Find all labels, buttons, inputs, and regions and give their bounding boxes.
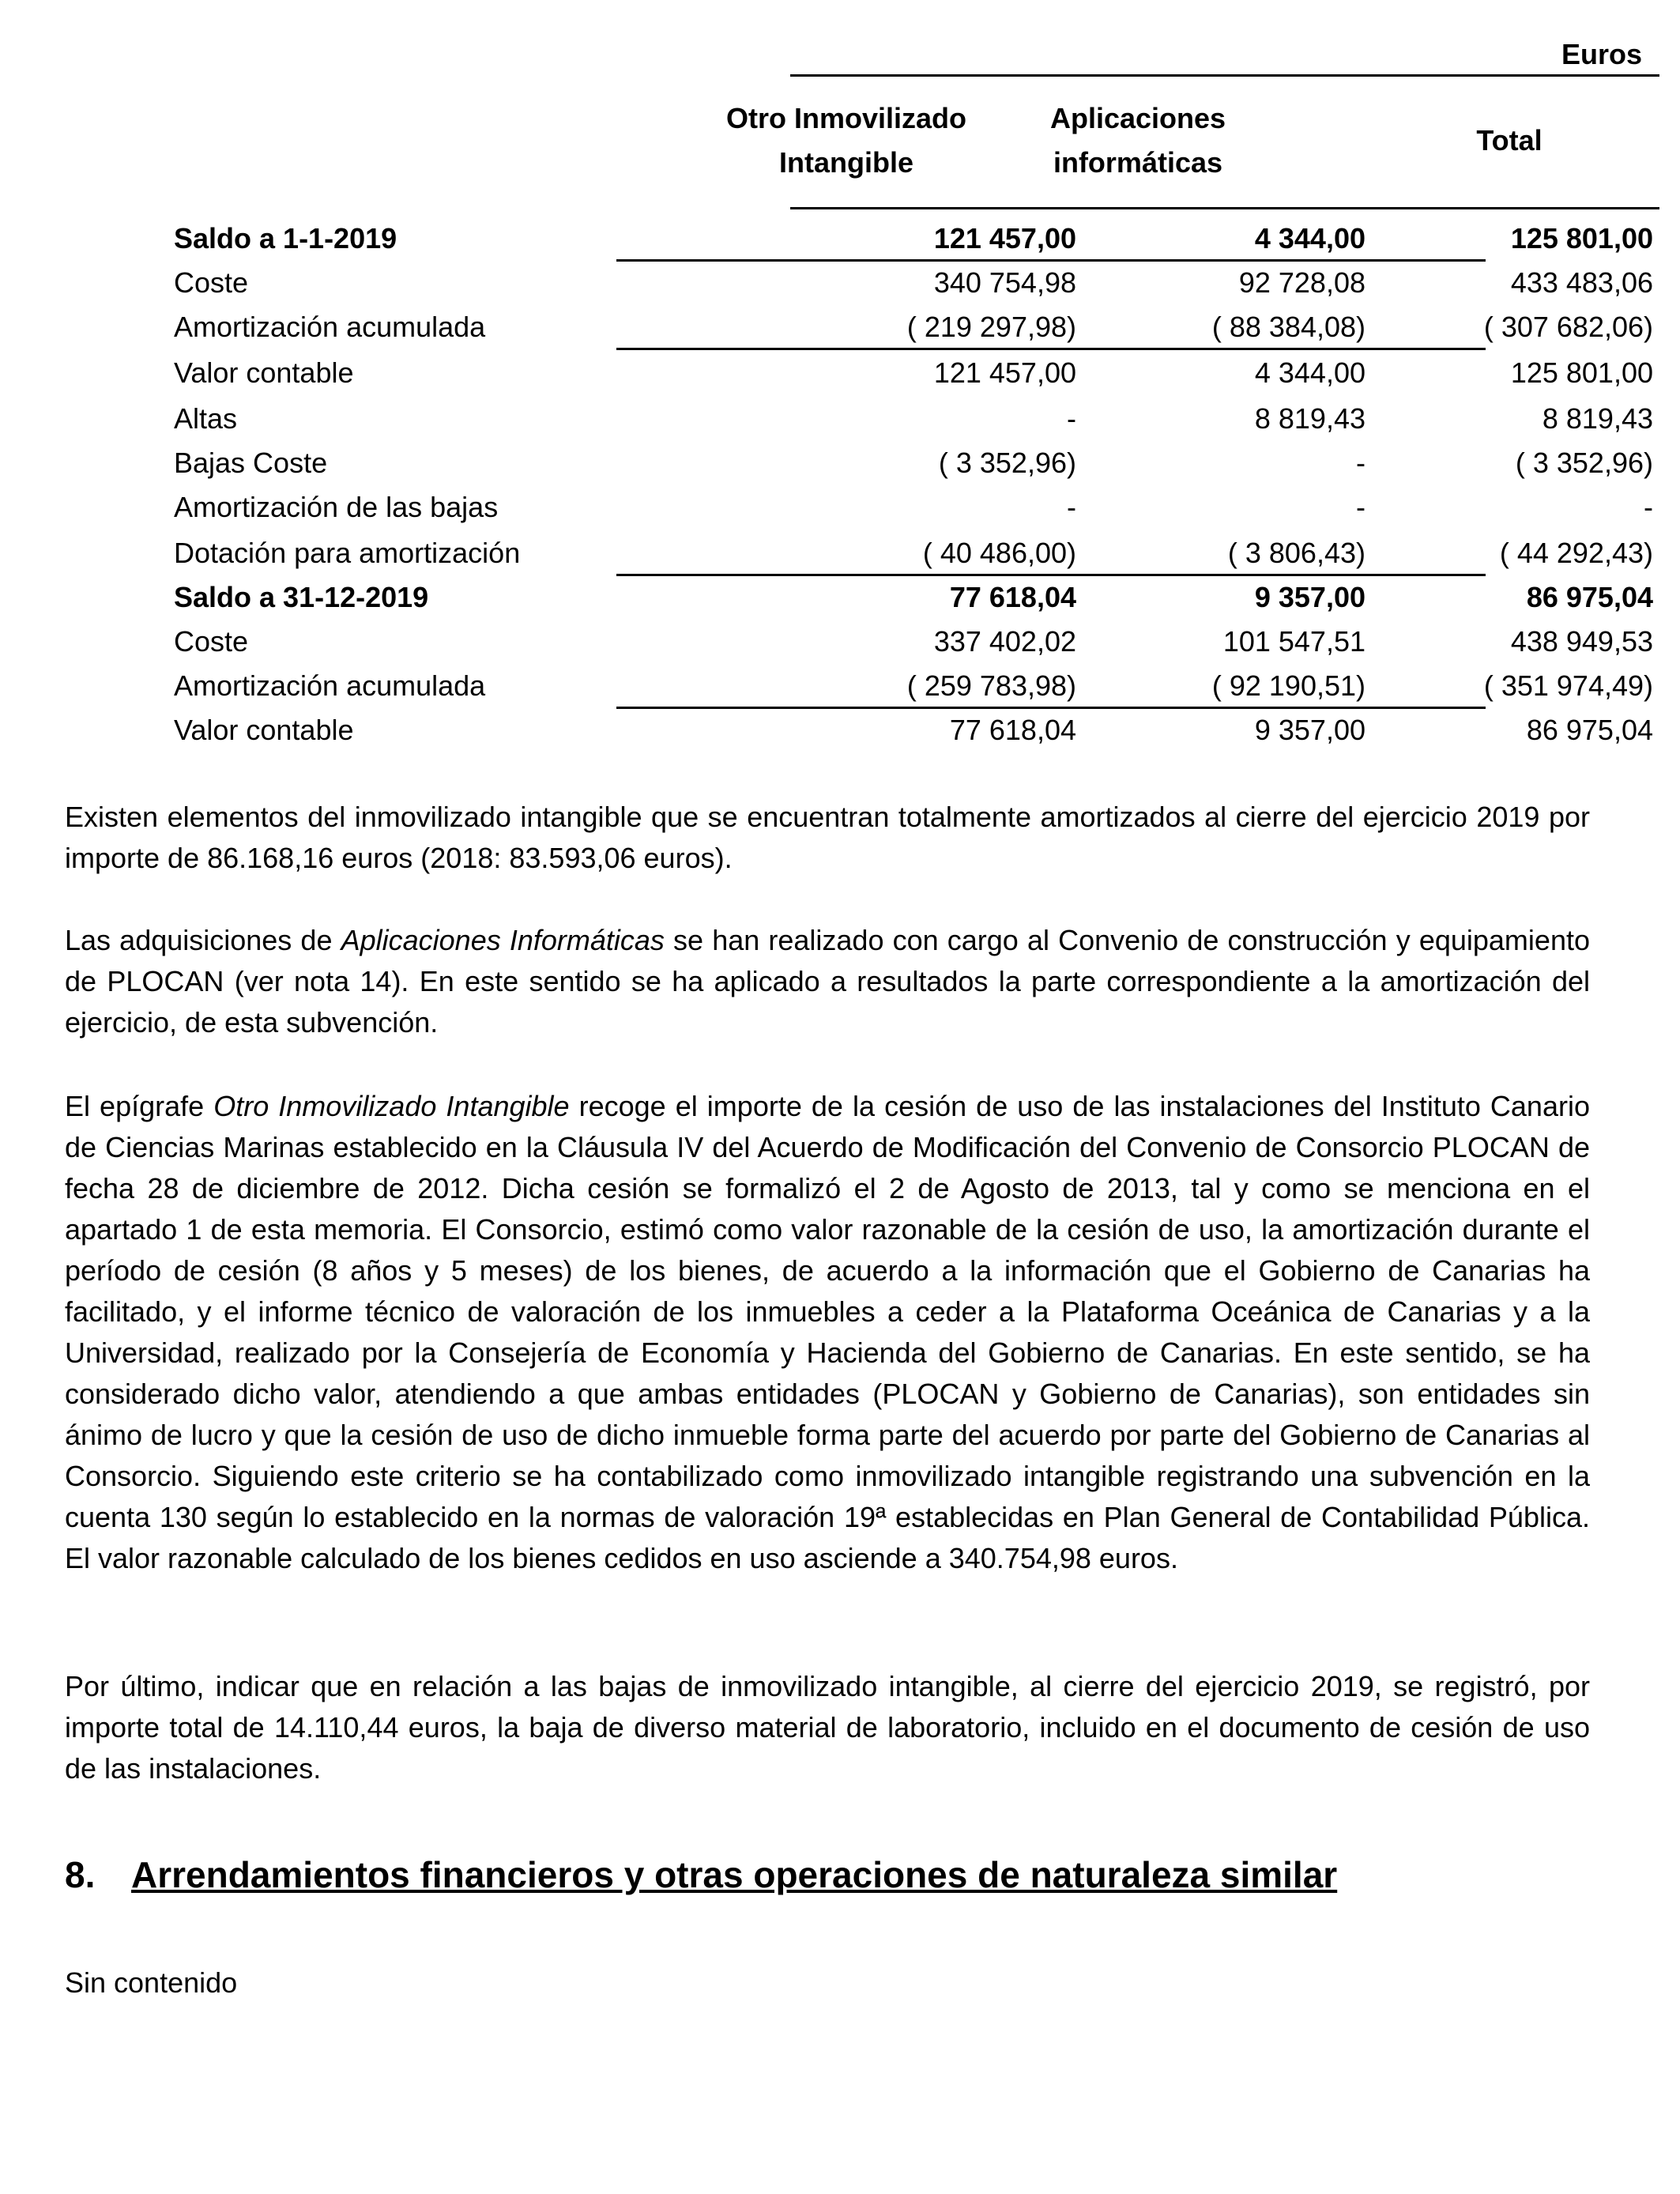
paragraph-aplicaciones: [65, 920, 1590, 1043]
row-label: Dotación para amortización: [174, 537, 521, 569]
row-value: -: [1356, 491, 1365, 523]
italic-term: Aplicaciones Informáticas: [341, 924, 665, 956]
italic-term: Otro Inmovilizado Intangible: [213, 1090, 570, 1122]
paragraph-otro-inmovilizado: [65, 1086, 1590, 1579]
section-body: Sin contenido: [65, 1966, 238, 1999]
row-value: 125 801,00: [1510, 356, 1653, 389]
row-value: 92 728,08: [1238, 266, 1365, 299]
row-value: 8 819,43: [1254, 402, 1365, 435]
row-value: 101 547,51: [1222, 625, 1365, 658]
row-label: Coste: [174, 266, 249, 299]
section-heading: [65, 1853, 1337, 1896]
table-row: [174, 441, 1653, 485]
row-value: 86 975,04: [1526, 714, 1653, 746]
row-label: Altas: [174, 402, 238, 435]
row-label: Saldo a 31-12-2019: [174, 581, 429, 613]
row-value: 337 402,02: [933, 625, 1076, 658]
row-value: 77 618,04: [949, 581, 1076, 613]
text-run: se han realizado con cargo al Convenio de construcción y equipamiento de PLOCAN (ver nota 14). En este sentido se ha aplicado a resultados la parte correspondiente a la amortización del ejercicio, de esta subvención.: [65, 924, 1590, 1039]
row-label: Valor contable: [174, 356, 354, 389]
table-row: [174, 217, 1653, 261]
row-value: 77 618,04: [949, 714, 1076, 746]
row-rule: [616, 348, 1486, 350]
row-value: -: [1356, 447, 1365, 479]
row-value: ( 219 297,98): [906, 311, 1076, 343]
table-row: [174, 261, 1653, 305]
section-number: 8.: [65, 1854, 96, 1895]
row-label: Amortización acumulada: [174, 669, 486, 702]
row-value: 9 357,00: [1254, 581, 1365, 613]
row-value: -: [1067, 491, 1076, 523]
text-run: Las adquisiciones de: [65, 924, 341, 956]
row-value: 125 801,00: [1510, 222, 1653, 254]
column-header-line: Otro Inmovilizado: [725, 102, 966, 134]
row-value: ( 88 384,08): [1211, 311, 1365, 343]
header-bottom-rule: [790, 207, 1659, 209]
row-value: 9 357,00: [1254, 714, 1365, 746]
text-run: El epígrafe: [65, 1090, 214, 1122]
currency-label: Euros: [1561, 38, 1642, 70]
row-value: 8 819,43: [1542, 402, 1653, 435]
row-value: ( 3 806,43): [1227, 537, 1365, 569]
row-value: -: [1644, 491, 1653, 523]
table-row: [174, 485, 1653, 530]
row-value: ( 307 682,06): [1483, 311, 1653, 343]
row-value: ( 3 352,96): [938, 447, 1076, 479]
row-value: ( 92 190,51): [1211, 669, 1365, 702]
row-label: Amortización acumulada: [174, 311, 486, 343]
row-value: ( 40 486,00): [922, 537, 1076, 569]
row-label: Valor contable: [174, 714, 354, 746]
row-value: 121 457,00: [933, 356, 1076, 389]
table-row: [174, 575, 1653, 620]
row-value: 438 949,53: [1510, 625, 1653, 658]
row-value: 121 457,00: [933, 222, 1076, 254]
table-row: [174, 531, 1653, 575]
row-value: ( 259 783,98): [906, 669, 1076, 702]
row-value: ( 351 974,49): [1483, 669, 1653, 702]
row-label: Amortización de las bajas: [174, 491, 499, 523]
table-row: [174, 397, 1653, 441]
column-header-line: informáticas: [1053, 146, 1223, 179]
row-label: Coste: [174, 625, 249, 658]
paragraph-fully-amortized: Existen elementos del inmovilizado intangible que se encuentran totalmente amortizados al cierre del ejercicio 2019 por importe de 86.168,16 euros (2018: 83.593,06 euros).: [65, 801, 1590, 874]
row-value: ( 3 352,96): [1515, 447, 1653, 479]
row-value: 4 344,00: [1254, 222, 1365, 254]
table-row: [174, 305, 1653, 349]
paragraph-bajas: Por último, indicar que en relación a las bajas de inmovilizado intangible, al cierre del ejercicio 2019, se registró, por importe total de 14.110,44 euros, la baja de diverso material de laboratorio, incluido en el documento de cesión de uso de las instalaciones.: [65, 1670, 1590, 1785]
column-header-aplicaciones: [932, 96, 1343, 185]
row-value: ( 44 292,43): [1499, 537, 1653, 569]
row-value: -: [1067, 402, 1076, 435]
column-header-total: Total: [1476, 124, 1543, 156]
table-row: [174, 664, 1653, 708]
column-header-line: Intangible: [779, 146, 913, 179]
section-title: Arrendamientos financieros y otras operaciones de naturaleza similar: [131, 1854, 1338, 1895]
row-value: 4 344,00: [1254, 356, 1365, 389]
row-label: Saldo a 1-1-2019: [174, 222, 397, 254]
table-row: [174, 351, 1653, 395]
header-top-rule: [790, 74, 1659, 77]
column-header-line: Aplicaciones: [1049, 102, 1226, 134]
row-value: 433 483,06: [1510, 266, 1653, 299]
table-row: [174, 708, 1653, 752]
text-run: recoge el importe de la cesión de uso de las instalaciones del Instituto Canario de Ciencias Marinas establecido en la Cláusula IV del Acuerdo de Modificación del Convenio de Consorcio PLOCAN de fecha 28 de diciembre de 2012. Dicha cesión se formalizó el 2 de Agosto de 2013, tal y como se menciona en el apartado 1 de esta memoria. El Consorcio, estimó como valor razonable de la cesión de uso, la amortización durante el período de cesión (8 años y 5 meses) de los bienes, de acuerdo a la información que el Gobierno de Canarias ha facilitado, y el informe técnico de valoración de los inmuebles a ceder a la Plataforma Oceánica de Canarias y a la Universidad, realizado por la Consejería de Economía y Hacienda del Gobierno de Canarias. En este sentido, se ha considerado dicho valor, atendiendo a que ambas entidades (PLOCAN y Gobierno de Canarias), son entidades sin ánimo de lucro y que la cesión de uso de dicho inmueble forma parte del acuerdo por parte del Gobierno de Canarias al Consorcio. Siguiendo este criterio se ha contabilizado como inmovilizado intangible registrando una subvención en la cuenta 130 según lo establecido en la normas de valoración 19ª establecidas en Plan General de Contabilidad Pública. El valor razonable calculado de los bienes cedidos en uso asciende a 340.754,98 euros.: [65, 1090, 1590, 1574]
row-value: 340 754,98: [933, 266, 1076, 299]
row-label: Bajas Coste: [174, 447, 328, 479]
table-row: [174, 620, 1653, 664]
row-value: 86 975,04: [1526, 581, 1653, 613]
